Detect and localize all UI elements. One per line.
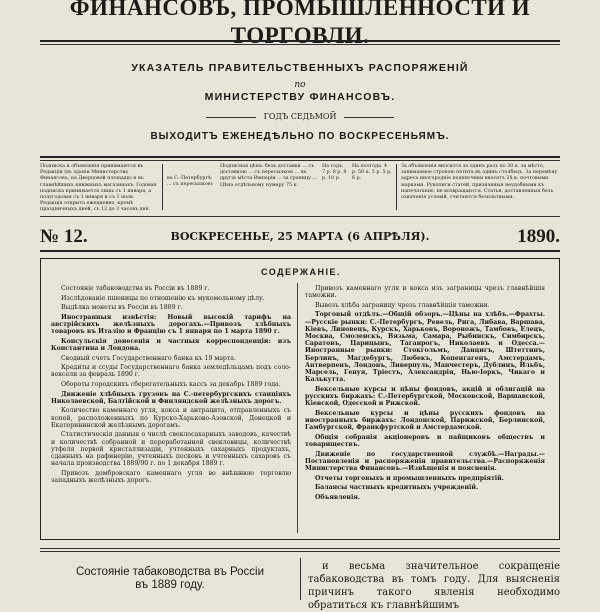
subscription-price-year: На годъ. 7 р. 8 р. 8 р. 10 р.	[322, 164, 347, 182]
toc-entry: Общія собранія акціонеровъ и пайщиковъ обществъ и товариществъ.	[305, 433, 545, 449]
masthead-rule-top	[40, 40, 560, 42]
ornament-left	[206, 117, 256, 118]
toc-entry: Обороты городскихъ сберегательныхъ кассъ за декабрь 1889 года.	[61, 380, 281, 388]
issue-line	[40, 226, 560, 250]
masthead-po: по	[294, 80, 306, 90]
toc-entry: Вексельные курсы и цѣны фондовъ, акцій и облигацій на русскихъ биржахъ: С.-Петербургской, Московской, Варшавской, Кіевской, Одесской и Рижской.	[305, 385, 545, 408]
subscription-info: Подписка и объявленія принимаются въ Редакціи (въ зданіи Министерства Финансовъ, на Дворцовой площади) и въ главнѣйшихъ книжныхъ магазинахъ. Годовая подписка принимается лишь съ 1 января, а полугодовая съ 1 января и съ 1 іюля. Редакція открыта ежедневно, кромѣ праздничныхъ дней, съ 12 до 3 часовъ дня.	[40, 164, 157, 213]
subscription-rule-thin	[40, 160, 560, 161]
year-label: ГОДЪ СЕДЬМОЙ	[263, 112, 337, 121]
subscription-price-terms: Подписная цѣна: безъ доставки ... съ доставкою ... съ пересылкою ... въ другія мѣста Имперіи ... за границу ... Цѣна отдѣльному нумеру 75 к.	[220, 164, 318, 188]
subscription-price-halfyear: На полгода. 4 р. 50 к. 5 р. 5 р. 6 р.	[352, 164, 392, 182]
toc-entry: Вексельные курсы и цѣны русскихъ фондовъ на иностранныхъ биржахъ: Лондонской, Парижской, Берлинской, Гамбургской, Франкфуртской и Амстердамской.	[305, 409, 545, 432]
masthead-subtitle: УКАЗАТЕЛЬ ПРАВИТЕЛЬСТВЕННЫХЪ РАСПОРЯЖЕНІЙ	[131, 62, 469, 74]
year-line	[0, 112, 600, 121]
contents-left-column	[51, 285, 291, 487]
toc-entry: Иностранныя извѣстія: Новый высокій тарифъ на австрійскихъ желѣзныхъ дорогахъ.—Привозъ хлѣбныхъ товаровъ въ Италію и Францію съ 1 января по 1 марта 1890 г.	[51, 313, 291, 336]
issue-year: 1890.	[517, 226, 560, 247]
toc-entry: Движеніе хлѣбныхъ грузовъ на С.-петербургскихъ станціяхъ Николаевской, Балтійской и Финляндской желѣзныхъ дорогъ.	[51, 390, 291, 405]
toc-entry: Изслѣдованіе пшеницы по отношенію къ мукомольному дѣлу.	[61, 294, 265, 302]
toc-entry: Статистическія данныя о числѣ свеклосахарныхъ заводовъ, качествѣ и количествѣ собранной и переработанной свекловицы, количествѣ утфеля первой кристаллизаціи, учтенныхъ сахарныхъ продуктахъ, сданныхъ на рафинерію, учтенныхъ песковъ и учтенныхъ сахаровъ съ начала производства 1889/90 г. по 1 декабря 1889 г.	[51, 431, 291, 468]
article-title-line-1: Состояніе табаководства въ Россіи	[75, 566, 265, 578]
masthead-ministry: МИНИСТЕРСТВУ ФИНАНСОВЪ.	[204, 91, 396, 103]
contents-box	[40, 258, 560, 540]
article-rule-thin	[40, 551, 560, 552]
masthead-title: ФИНАНСОВЪ, ПРОМЫШЛЕННОСТИ И ТОРГОВЛИ.	[69, 0, 531, 48]
contents-heading: СОДЕРЖАНІЕ.	[260, 267, 342, 277]
toc-entry: Движеніе по государственной службѣ.—Награды.—Постановленія и распоряженія правительства.—Распоряженія Министерства Финансовъ.—Извѣщенія и поясненія.	[305, 450, 545, 473]
subscription-ads: За объявленія вносится за одинъ разъ по 30 к. за мѣсто, занимаемое строкою петита въ одинъ столбецъ. За перемѣну адреса иногородніе подписчики вносятъ 28 к. почтовыми марками. Рукописи статей, признанныя неудобными къ напечатанію, не возвращаются. Статьи, доставленныя безъ означенія условій, считаются безплатными.	[401, 164, 558, 201]
article-rule-top	[40, 548, 560, 549]
subscription-block	[40, 164, 560, 212]
subscription-divider-2	[396, 164, 397, 210]
masthead-rule-thin	[40, 44, 560, 45]
issue-rule-bottom	[40, 250, 560, 252]
contents-right-column	[305, 285, 545, 503]
toc-entry: Кредиты и ссуды Государственнаго банка земледѣльцамъ подъ соло-вексели за февраль 1890 г.	[51, 364, 291, 379]
toc-entry: Балансы частныхъ кредитныхъ учрежденій.	[315, 484, 479, 492]
toc-entry: Привозъ домбровскаго каменнаго угля во внѣшнюю торговлю западныхъ желѣзныхъ дорогъ.	[51, 469, 291, 484]
article-title	[40, 566, 300, 592]
toc-entry: Привозъ каменнаго угля и кокса изъ заграницы чрезъ главнѣйшія таможни.	[305, 285, 545, 300]
issue-date: ВОСКРЕСЕНЬЕ, 25 МАРТА (6 АПРѢЛЯ).	[170, 230, 430, 243]
toc-entry: Объявленія.	[315, 493, 361, 501]
toc-entry: Количество каменнаго угля, кокса и антрацита, отправленныхъ съ копей, расположенныхъ по Курско-Харьково-Азовской, Донецкой и Екатерининской желѣзнымъ дорогамъ.	[51, 407, 291, 429]
subscription-divider-1	[162, 164, 163, 210]
toc-entry: Консульскія донесенія и частныя корреспонденціи: изъ Константина и Лондона.	[51, 337, 291, 352]
article-title-line-2: въ 1889 году.	[135, 579, 205, 591]
toc-entry: Вывозъ хлѣба заграницу чрезъ главнѣйшія таможни.	[315, 301, 490, 309]
toc-entry: Выдѣлка монеты въ Россіи въ 1889 г.	[61, 304, 183, 312]
toc-entry: Отчеты торговыхъ и промышленныхъ предпріятій.	[315, 474, 504, 482]
article-paragraph: и весьма значительное сокращеніе табаководства въ томъ году. Для выясненія причинъ такого явленія необходимо обратиться къ главнѣйшимъ	[308, 561, 560, 611]
issue-number: № 12.	[40, 226, 88, 247]
ornament-right	[344, 117, 394, 118]
toc-entry: Сводный счетъ Государственнаго банка къ 19 марта.	[61, 354, 236, 362]
subscription-city: въ С.-Петербургѣ: ... съ пересылкою:	[167, 176, 214, 188]
article-column-divider	[300, 558, 301, 600]
contents-divider	[297, 283, 298, 533]
subscription-rule-top	[40, 156, 560, 158]
toc-entry: Состояніе табаководства въ Россіи въ 1889 г.	[61, 285, 210, 292]
toc-entry: Торговый отдѣлъ.—Общій обзоръ.—Цѣны на хлѣбъ.—Фрахты.—Русскіе рынки: С.-Петербургъ, Ревель, Рига, Либава, Варшава, Кіевъ, Линовецъ, Курскъ, Харьковъ, Вороножъ, Тамбовъ, Елецъ, Москва, Смоленскъ, Вязьма, Самара, Рыбинскъ, Симбирскъ, Саратовъ, Царицынъ, Таганрогъ, Николаевъ и Одесса.—Иностранные рынки: Стокгольмъ, Данцигъ, Штеттинъ, Берлинъ, Магдебургъ, Любекъ, Копенгагенъ, Амстердамъ, Антверпенъ, Лондонъ, Ливерпуль, Манчестеръ, Дублинъ, Ильбъ, Марсель, Генуя, Тріестъ, Александрія, Нью-Іоркъ, Чикаго и Калькутта.	[305, 311, 545, 384]
issue-rule-top	[40, 216, 560, 217]
weekly-label: ВЫХОДИТЪ ЕЖЕНЕДѢЛЬНО ПО ВОСКРЕСЕНЬЯМЪ.	[150, 131, 450, 142]
article-text	[308, 560, 560, 612]
